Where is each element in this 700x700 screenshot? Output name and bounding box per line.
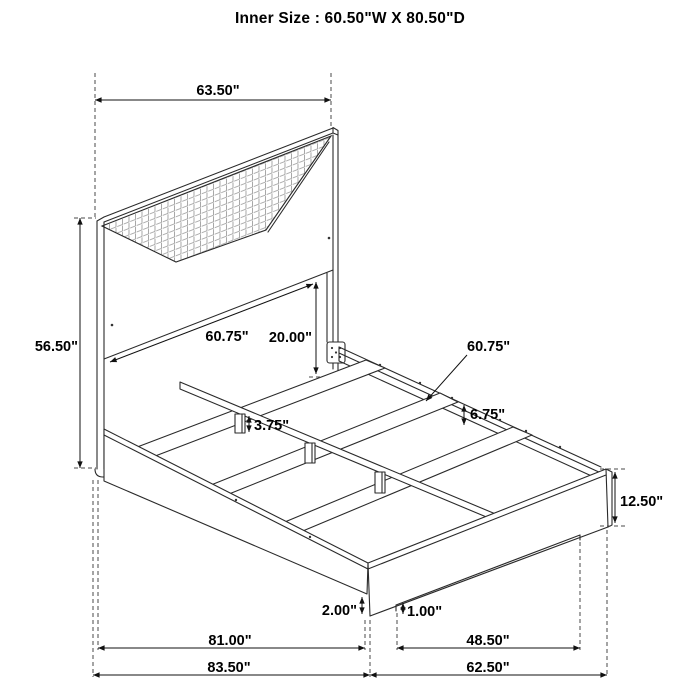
dim-rail-inner-length-label: 81.00" bbox=[208, 633, 252, 649]
headboard-screw-dot bbox=[328, 237, 331, 240]
bed-frame bbox=[104, 347, 612, 616]
dim-footboard-cutout-label: 48.50" bbox=[466, 633, 510, 649]
near-side-rail-lip bbox=[104, 435, 368, 569]
dim-overall-depth-label: 83.50" bbox=[207, 660, 251, 676]
dim-headboard-height-label: 56.50" bbox=[34, 339, 78, 355]
support-leg bbox=[305, 443, 315, 463]
dim-headboard-panel-width-line bbox=[110, 284, 313, 362]
dim-slat-gap-label: 6.75" bbox=[470, 407, 506, 423]
footboard-panel bbox=[368, 469, 608, 616]
support-leg bbox=[235, 414, 245, 433]
headboard-quilt-panel bbox=[102, 136, 331, 262]
dim-headboard-panel-width-label: 60.75" bbox=[205, 329, 249, 345]
dim-center-rail-length-label: 60.75" bbox=[467, 339, 511, 355]
support-leg bbox=[375, 472, 385, 493]
page-title: Inner Size : 60.50"W X 80.50"D bbox=[234, 10, 466, 27]
dim-rail-floor-clearance-label: 2.00" bbox=[321, 603, 357, 619]
dim-support-leg-height-label: 3.75" bbox=[254, 418, 290, 434]
dim-center-rail-callout-arrow bbox=[426, 355, 467, 401]
dim-rail-height-label: 12.50" bbox=[620, 494, 664, 510]
dim-headboard-width-label: 63.50" bbox=[196, 83, 240, 99]
dim-footboard-lip-label: 1.00" bbox=[407, 604, 443, 620]
headboard-screw-dot bbox=[111, 324, 114, 327]
headboard-right-post bbox=[327, 135, 338, 371]
headboard-top-corner-cap bbox=[333, 128, 338, 136]
dim-overall-width-label: 62.50" bbox=[466, 660, 510, 676]
dim-headboard-panel-height-label: 20.00" bbox=[268, 330, 312, 346]
